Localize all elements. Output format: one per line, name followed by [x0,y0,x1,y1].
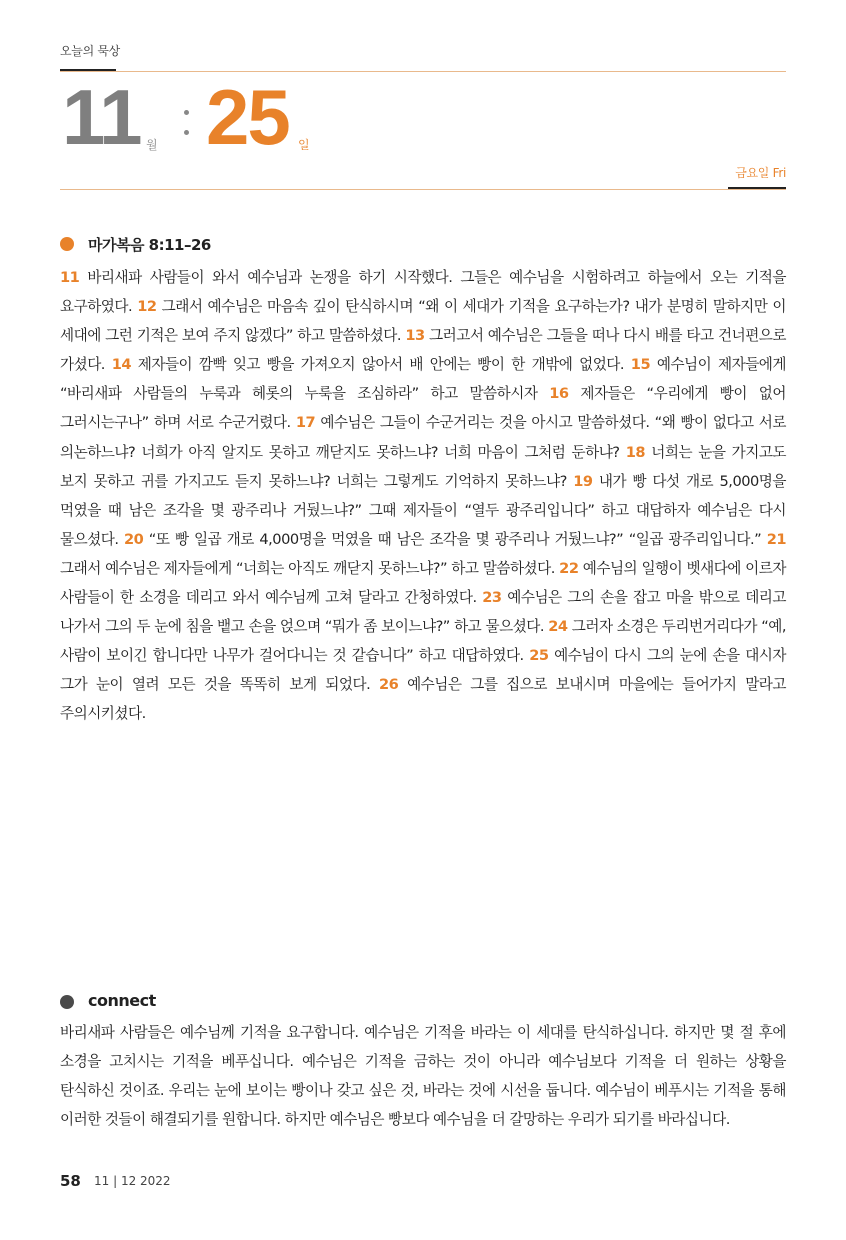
verse-text: 예수님은 그를 집으로 보내시며 마을에는 들어가지 말라고 주의시키셨다. [60,676,786,723]
verse-number: 24 [548,618,568,636]
connect-bullet-icon [60,995,74,1009]
verse-text: “또 빵 일곱 개로 4,000명을 먹였을 때 남은 조각을 몇 광주리나 거뒀느냐?” “일곱 광주리입니다.” [143,530,767,548]
verse-number: 23 [482,589,502,607]
verse-number: 18 [625,443,646,461]
verse-text: 그래서 예수님은 마음속 깊이 탄식하시며 “왜 이 세대가 기적을 요구하는가? 내가 분명히 말하지만 이 세대에 그런 기적은 보여 주지 않겠다” 하고 말씀하셨다. [60,298,786,345]
verse-number: 14 [111,356,131,374]
verse-text: 예수님의 일행이 벳새다에 이르자 사람들이 한 소경을 데리고 와서 예수님께 고쳐 달라고 간청하였다. [60,559,786,607]
colon-dot-bottom [184,130,189,135]
verse-text: 그러고서 예수님은 그들을 떠나 다시 배를 타고 건너편으로 가셨다. [60,327,786,374]
connect-heading: connect [88,991,156,1010]
scripture-reference: 마가복음 8:11–26 [88,236,211,254]
month-number: 11 [62,73,141,161]
verse-number: 22 [559,559,579,577]
verse-number: 21 [766,530,787,548]
scripture-bullet-icon [60,237,74,251]
verse-text: 너희는 눈을 가지고도 보지 못하고 귀를 가지고도 듣지 못하느냐? 너희는 그렇게도 기억하지 못하느냐? [60,443,787,490]
month-suffix: 월 [146,138,158,152]
verse-text: 제자들이 깜빡 잊고 빵을 가져오지 않아서 배 안에는 빵이 한 개밖에 없었다. [131,356,631,374]
page-number: 58 [60,1172,81,1190]
issue-date: 11 | 12 2022 [94,1174,171,1188]
verse-number: 26 [379,676,399,694]
verse-text: 예수님이 제자들에게 “바리새파 사람들의 누룩과 헤롯의 누룩을 조심하라” 하고 말씀하시자 [60,356,786,403]
verse-number: 20 [124,530,144,548]
verse-number: 11 [60,269,80,286]
verse-text: 제자들은 “우리에게 빵이 없어 그러시는구나” 하며 서로 수군거렸다. [60,385,786,432]
scripture-body [60,263,786,729]
connect-body: 바리새파 사람들은 예수님께 기적을 요구합니다. 예수님은 기적을 바라는 이 세대를 탄식하십니다. 하지만 몇 절 후에 소경을 고치시는 기적을 베푸십니다. 예수님은 기적을 금하는 것이 아니라 예수님보다 기적을 더 원하는 상황을 탄식하신 것이죠. 우리는 눈에 보이는 빵이나 갖고 싶은 것, 바라는 것에 시선을 둡니다. 예수님이 베푸시는 기적을 통해 이러한 것들이 해결되기를 원합니다. 하지만 예수님은 빵보다 예수님을 더 갈망하는 우리가 되기를 바라십니다. [60,1024,786,1129]
verse-text: 바리새파 사람들이 와서 예수님과 논쟁을 하기 시작했다. 그들은 예수님을 시험하려고 하늘에서 오는 기적을 요구하였다. [60,269,786,316]
verse-number: 13 [405,327,425,345]
verse-number: 25 [529,647,549,665]
verse-number: 16 [549,385,569,403]
day-suffix: 일 [298,138,310,152]
section-label: 오늘의 묵상 [60,44,120,58]
verse-text: 예수님은 그의 손을 잡고 마을 밖으로 데리고 나가서 그의 두 눈에 침을 뱉고 손을 얹으며 “뭐가 좀 보이느냐?” 하고 물으셨다. [60,589,786,636]
verse-text: 그래서 예수님은 제자들에게 “너희는 아직도 깨닫지 못하느냐?” 하고 말씀하셨다. [60,559,560,577]
verse-text: 그러자 소경은 두리번거리다가 “예, 사람이 보이긴 합니다만 나무가 걸어다니는 것 같습니다” 하고 대답하였다. [60,618,786,665]
verse-number: 12 [137,298,157,316]
colon-dot-top [184,110,189,115]
weekday-label: 금요일 Fri [735,166,786,180]
verse-text: 예수님은 그들이 수군거리는 것을 아시고 말씀하셨다. “왜 빵이 없다고 서로 의논하느냐? 너희가 아직 알지도 못하고 깨닫지도 못하느냐? 너희 마음이 그처럼 둔하냐? [60,414,786,461]
verse-number: 15 [630,356,651,374]
header-divider [60,189,786,190]
verse-number: 17 [295,414,316,432]
day-number: 25 [206,73,289,161]
top-divider [60,71,786,72]
verse-text: 예수님이 다시 그의 눈에 손을 대시자 그가 눈이 열려 모든 것을 똑똑히 보게 되었다. [60,647,786,694]
verse-number: 19 [573,472,593,490]
verse-text: 내가 빵 다섯 개로 5,000명을 먹였을 때 남은 조각을 몇 광주리나 거뒀느냐?” 그때 제자들이 “열두 광주리입니다” 하고 대답하자 예수님은 다시 물으셨다. [60,472,786,548]
